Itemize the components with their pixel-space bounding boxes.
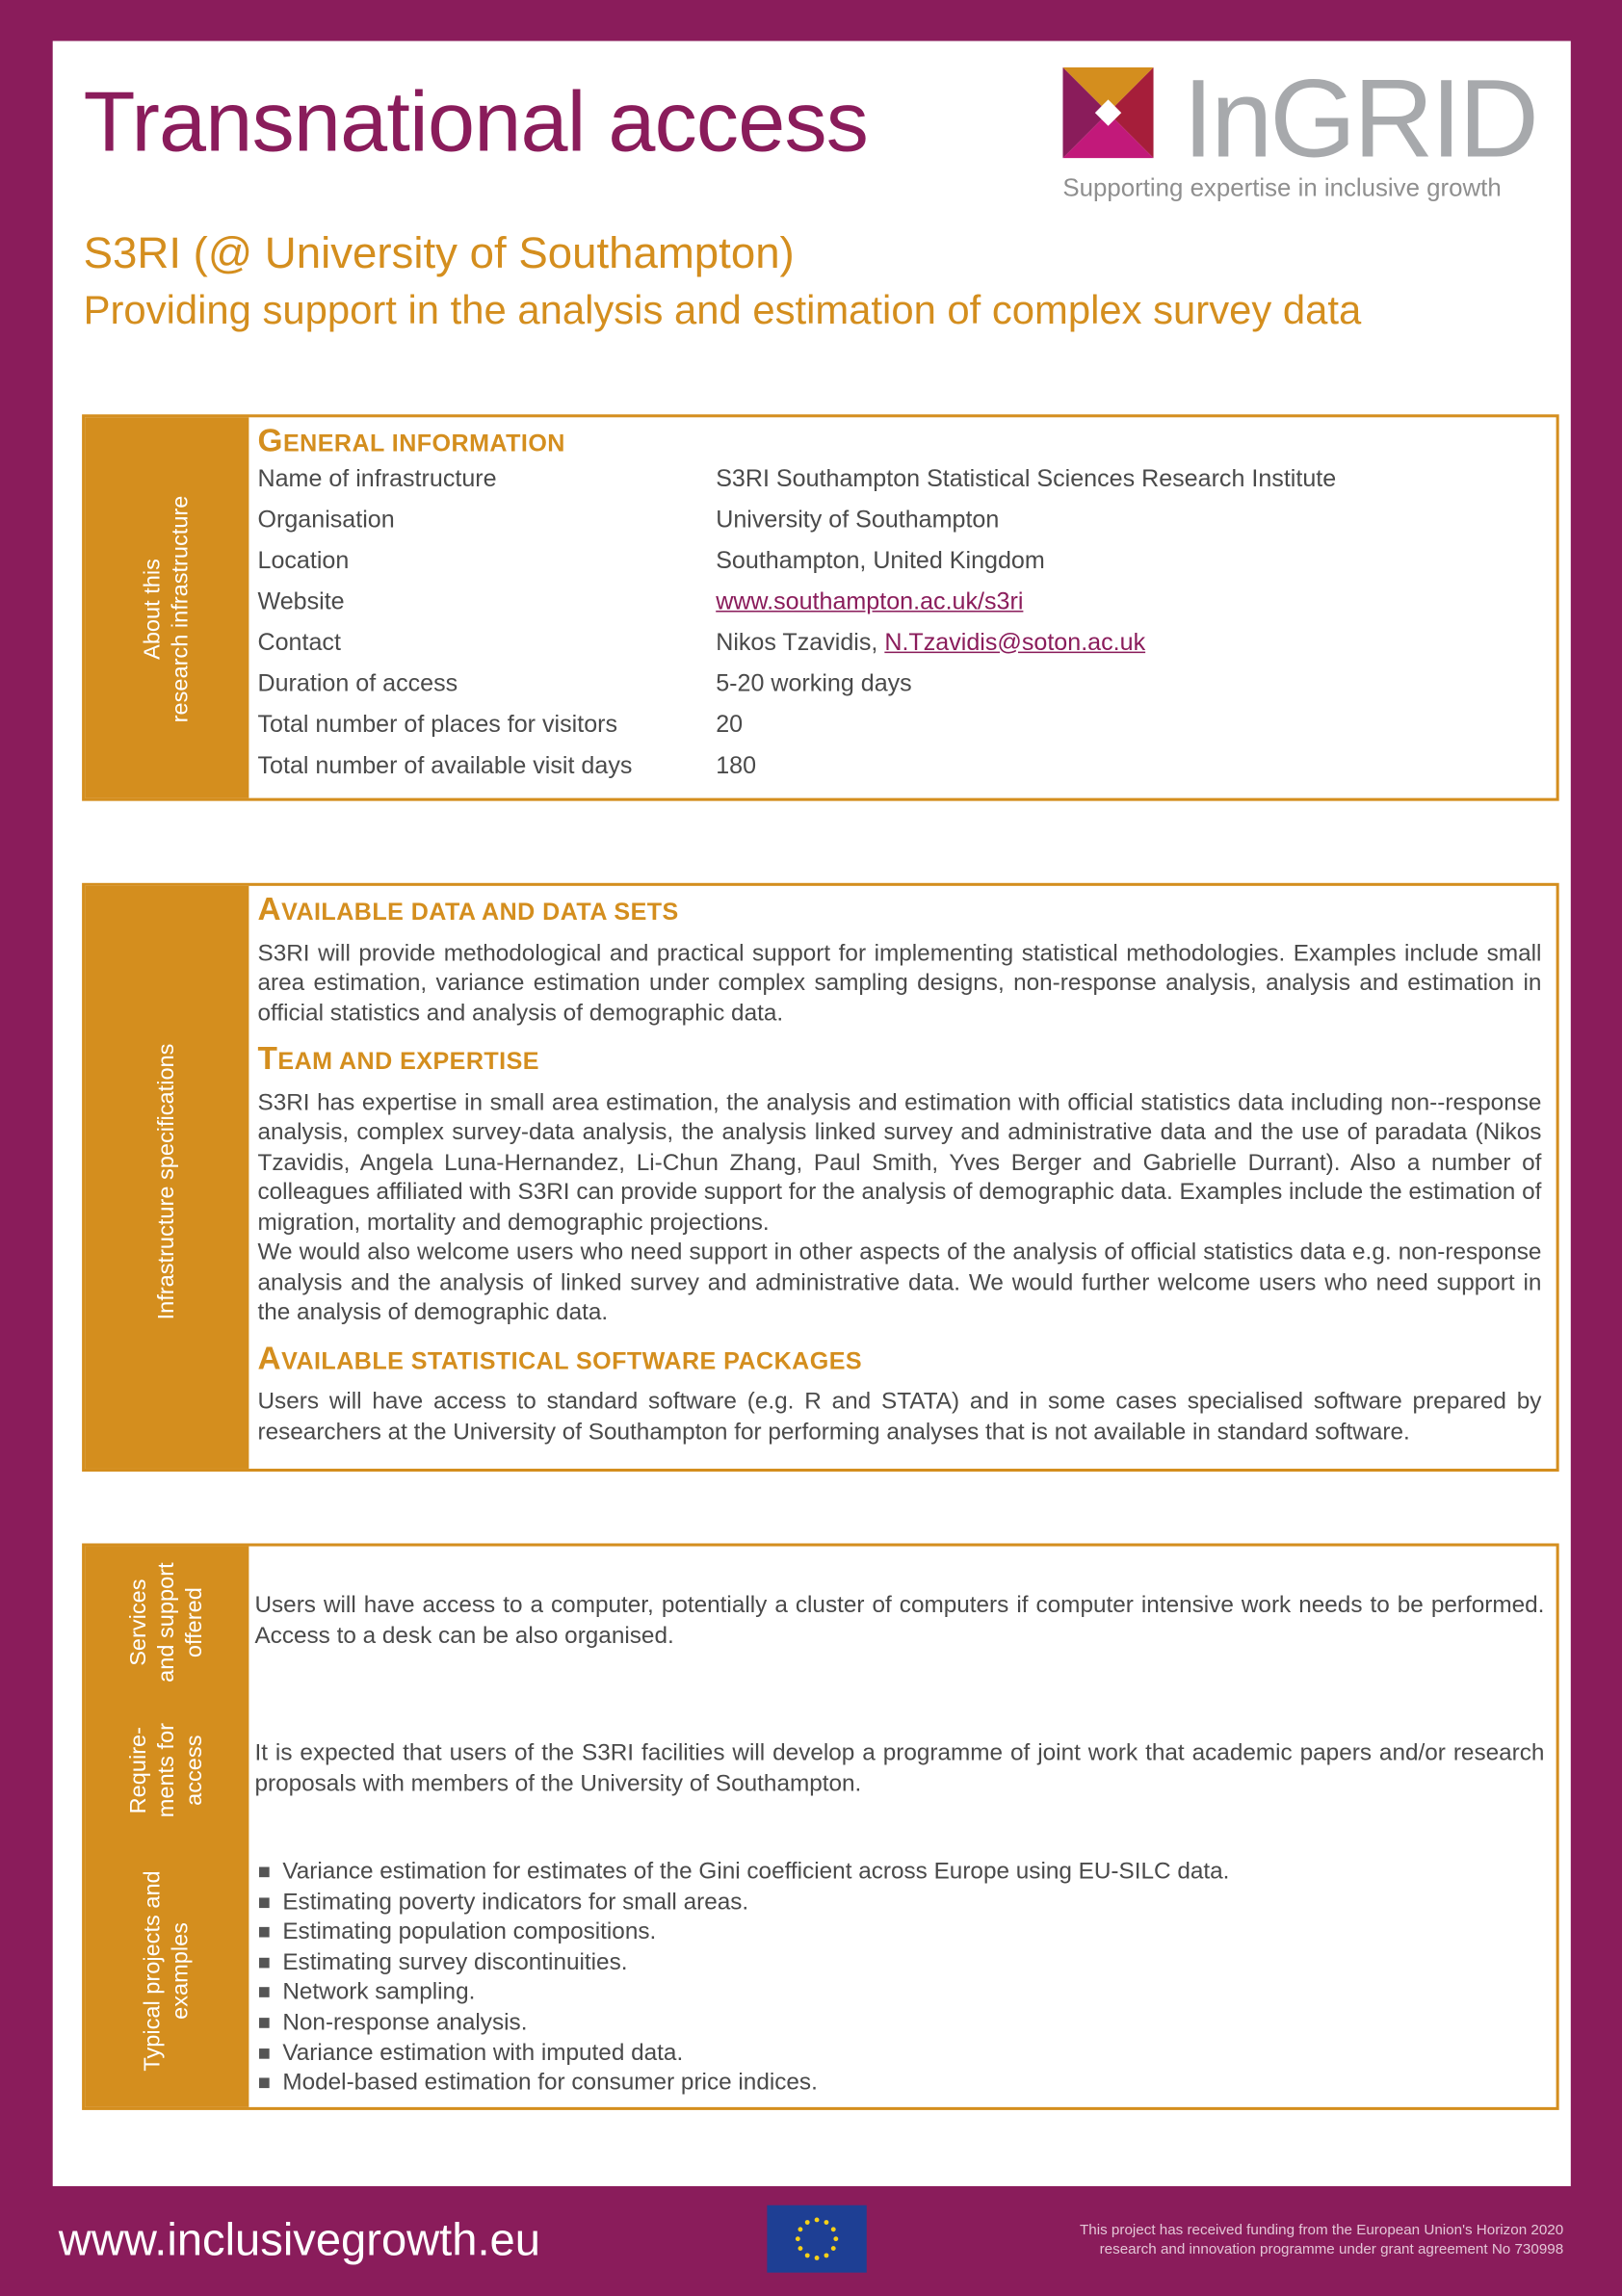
info-label: Location bbox=[257, 546, 350, 574]
footer-website-link[interactable]: www.inclusivegrowth.eu bbox=[58, 2213, 540, 2266]
services-sidebar-label: Services and support offered bbox=[126, 1562, 208, 1683]
ingrid-logo-mark-icon bbox=[1062, 67, 1153, 158]
list-item: Estimating population compositions. bbox=[257, 1918, 1541, 1948]
requirements-sidebar-label: Require- ments for access bbox=[126, 1723, 208, 1818]
info-label: Duration of access bbox=[257, 669, 458, 696]
info-value: 20 bbox=[716, 711, 744, 738]
services-sidebar bbox=[85, 1547, 249, 2107]
list-item: Network sampling. bbox=[257, 1979, 1541, 2009]
info-row bbox=[257, 627, 1541, 668]
team-expertise-heading: TEAM AND EXPERTISE bbox=[257, 1039, 539, 1077]
logo-tagline: Supporting expertise in inclusive growth bbox=[1062, 173, 1502, 202]
available-data-text: S3RI will provide methodological and practical support for implementing statistical methodologies. Examples include small area estimation, variance estimation under complex sampling designs, non-response analysis, analysis and estimation in official statistics and analysis of demographic data. bbox=[257, 940, 1542, 1027]
info-value: 180 bbox=[716, 751, 757, 779]
logo-wordmark: InGRID bbox=[1183, 57, 1536, 182]
list-item: Non-response analysis. bbox=[257, 2009, 1541, 2039]
subtitle: S3RI (@ University of Southampton) bbox=[83, 229, 795, 278]
services-text-block bbox=[254, 1592, 1544, 1652]
info-row bbox=[257, 668, 1541, 710]
services-section bbox=[82, 1544, 1559, 2110]
info-value: 5-20 working days bbox=[716, 669, 912, 696]
info-label: Name of infrastructure bbox=[257, 464, 497, 492]
specs-sidebar bbox=[85, 886, 249, 1469]
info-label: Organisation bbox=[257, 506, 395, 533]
eu-flag-icon bbox=[767, 2205, 866, 2273]
projects-list bbox=[257, 1858, 1541, 2099]
info-row bbox=[257, 587, 1541, 628]
subtitle-description: Providing support in the analysis and estimation of complex survey data bbox=[83, 287, 1362, 333]
info-label: Total number of available visit days bbox=[257, 751, 633, 779]
projects-list-block bbox=[257, 1858, 1541, 2099]
team-expertise-text-2: We would also welcome users who need support in other aspects of the analysis of official statistics data e.g. non-response analysis and the analysis of linked survey and administrative data. We would further welcome users who need support in the analysis of demographic data. bbox=[257, 1239, 1542, 1325]
info-value: University of Southampton bbox=[716, 506, 1000, 533]
software-heading: AVAILABLE STATISTICAL SOFTWARE PACKAGES bbox=[257, 1339, 863, 1376]
info-row bbox=[257, 710, 1541, 751]
general-sidebar-label: About this research infrastructure bbox=[140, 495, 194, 723]
website-link[interactable]: www.southampton.ac.uk/s3ri bbox=[716, 587, 1024, 614]
info-value: Southampton, United Kingdom bbox=[716, 546, 1045, 574]
list-item: Estimating survey discontinuities. bbox=[257, 1948, 1541, 1978]
specs-content bbox=[257, 890, 1542, 1448]
specs-sidebar-label: Infrastructure specifications bbox=[154, 1043, 180, 1320]
services-text: Users will have access to a computer, potentially a cluster of computers if computer intensive work needs to be performed. Access to a desk can be also organised. bbox=[254, 1593, 1545, 1649]
info-row bbox=[257, 750, 1541, 792]
list-item: Variance estimation for estimates of the Gini coefficient across Europe using EU-SILC data. bbox=[257, 1858, 1541, 1888]
team-expertise-text: S3RI has expertise in small area estimation, the analysis and estimation with official statistics data including non--response analysis, complex survey-data analysis, the analysis linked survey and administrative data and the use of paradata (Nikos Tzavidis, Angela Luna-Hernandez, Li-Chun Zhang, Paul Smith, Yves Berger and Gabrielle Durrant). Also a number of colleagues affiliated with S3RI can provide support for the analysis of demographic data. Examples include the estimation of migration, mortality and demographic projections. bbox=[257, 1089, 1542, 1236]
software-text: Users will have access to standard software (e.g. R and STATA) and in some cases specialised software prepared by researchers at the University of Southampton for performing analyses that is not available in standard software. bbox=[257, 1389, 1542, 1445]
info-label: Total number of places for visitors bbox=[257, 711, 618, 738]
info-label: Contact bbox=[257, 629, 341, 656]
list-item: Model-based estimation for consumer price indices. bbox=[257, 2070, 1541, 2100]
requirements-text-block bbox=[254, 1739, 1544, 1799]
info-row bbox=[257, 545, 1541, 587]
info-label: Website bbox=[257, 587, 345, 614]
info-row bbox=[257, 505, 1541, 546]
infrastructure-specifications-section bbox=[82, 883, 1559, 1472]
available-data-heading: AVAILABLE DATA AND DATA SETS bbox=[257, 890, 679, 927]
ingrid-logo[interactable] bbox=[1062, 57, 1560, 206]
general-heading: GENERAL INFORMATION bbox=[257, 421, 565, 458]
general-information-section bbox=[82, 414, 1559, 800]
info-row bbox=[257, 463, 1541, 505]
info-value: S3RI Southampton Statistical Sciences Research Institute bbox=[716, 464, 1337, 492]
projects-sidebar-label: Typical projects and examples bbox=[140, 1870, 194, 2072]
requirements-text: It is expected that users of the S3RI facilities will develop a programme of joint work that academic papers and/or research proposals with members of the University of Southampton. bbox=[254, 1740, 1545, 1796]
page-title: Transnational access bbox=[83, 74, 869, 170]
contact-value: Nikos Tzavidis, N.Tzavidis@soton.ac.uk bbox=[716, 629, 1146, 656]
funding-notice: This project has received funding from the European Union's Horizon 2020 research and innovation programme under grant agreement No 730998 bbox=[1079, 2222, 1564, 2257]
contact-email-link[interactable]: N.Tzavidis@soton.ac.uk bbox=[884, 629, 1146, 656]
list-item: Estimating poverty indicators for small areas. bbox=[257, 1889, 1541, 1918]
general-sidebar bbox=[85, 417, 249, 797]
list-item: Variance estimation with imputed data. bbox=[257, 2039, 1541, 2069]
general-content bbox=[257, 421, 1541, 791]
